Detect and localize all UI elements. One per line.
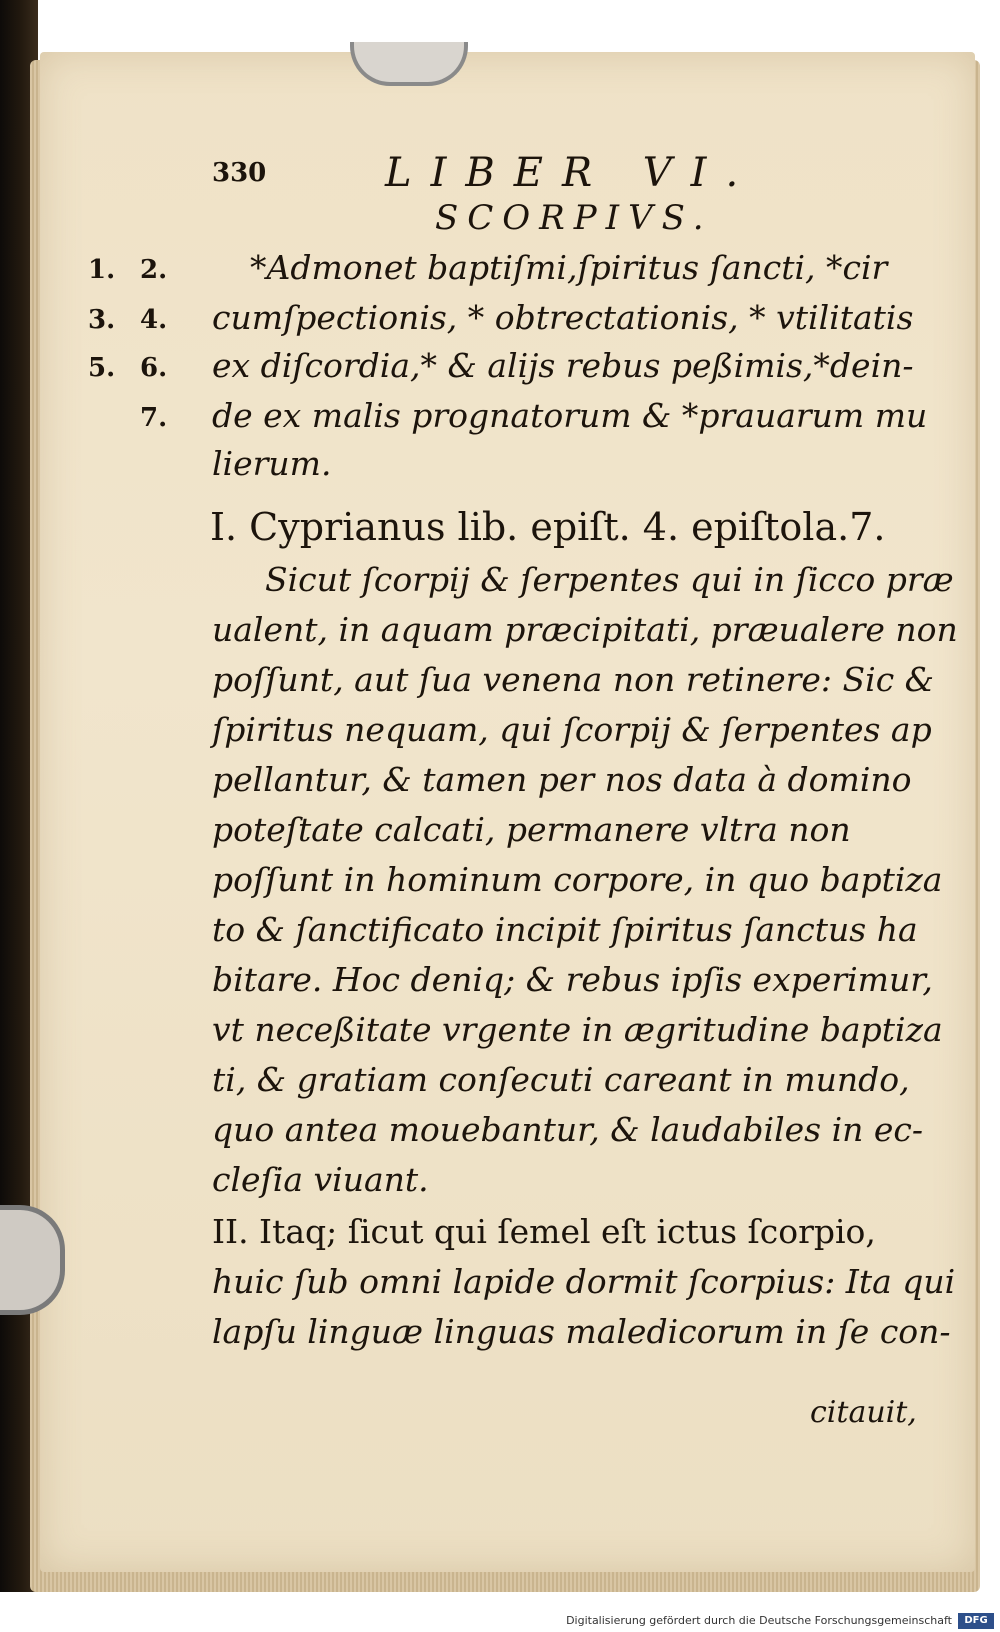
body-line: Sicut ſcorpij & ſerpentes qui in ſicco præ [265, 560, 954, 599]
intro-line: ex diſcordia,* & alijs rebus peßimis,*dein- [212, 346, 914, 385]
body-line: poteſtate calcati, permanere vltra non [212, 810, 851, 849]
intro-line: lierum. [212, 444, 332, 483]
margin-number: 2. [140, 255, 168, 285]
section-two-line: huic ſub omni lapide dormit ſcorpius: Ita qui [212, 1262, 956, 1301]
body-line: to & ſanctificato incipit ſpiritus ſanctus ha [212, 910, 918, 949]
body-line: ſpiritus nequam, qui ſcorpij & ſerpentes ap [212, 710, 932, 749]
digitization-footer [0, 1612, 1000, 1632]
body-line: cleſia viuant. [212, 1160, 429, 1199]
dfg-logo: DFG [958, 1613, 994, 1629]
body-line: vt neceßitate vrgente in ægritudine baptiza [212, 1010, 943, 1049]
margin-number: 3. [88, 305, 116, 335]
page-header [0, 150, 1000, 200]
margin-number: 7. [140, 403, 168, 433]
footer-credit: Digitalisierung gefördert durch die Deutsche Forschungsgemeinschaft [566, 1614, 952, 1627]
body-line: poſſunt in hominum corpore, in quo baptiza [212, 860, 943, 899]
body-line: pellantur, & tamen per nos data à domino [212, 760, 912, 799]
body-line: ualent, in aquam præcipitati, præualere non [212, 610, 958, 649]
intro-line: *Admonet baptiſmi,ſpiritus ſancti, *cir [250, 248, 888, 287]
margin-number: 6. [140, 353, 168, 383]
body-line: poſſunt, aut ſua venena non retinere: Sic & [212, 660, 935, 699]
margin-number: 5. [88, 353, 116, 383]
running-title: LIBER VI. [385, 150, 758, 196]
intro-line: cumſpectionis, * obtrectationis, * vtilitatis [212, 298, 914, 337]
section-two-line: II. Itaq; ſicut qui ſemel eſt ictus ſcorpio, [212, 1212, 876, 1251]
intro-line: de ex malis prognatorum & *prauarum mu [212, 396, 928, 435]
section-two-line: lapſu linguæ linguas maledicorum in ſe con- [212, 1312, 951, 1351]
section-title: SCORPIVS. [435, 198, 713, 238]
body-line: bitare. Hoc deniq; & rebus ipſis experimur, [212, 960, 933, 999]
page-number: 330 [212, 158, 267, 188]
body-line: quo antea mouebantur, & laudabiles in ec- [212, 1110, 924, 1149]
catchword: citauit, [810, 1395, 917, 1430]
body-line: ti, & gratiam conſecuti careant in mundo, [212, 1060, 910, 1099]
margin-number: 4. [140, 305, 168, 335]
margin-number: 1. [88, 255, 116, 285]
citation-line: I. Cyprianus lib. epiſt. 4. epiſtola.7. [210, 505, 886, 549]
